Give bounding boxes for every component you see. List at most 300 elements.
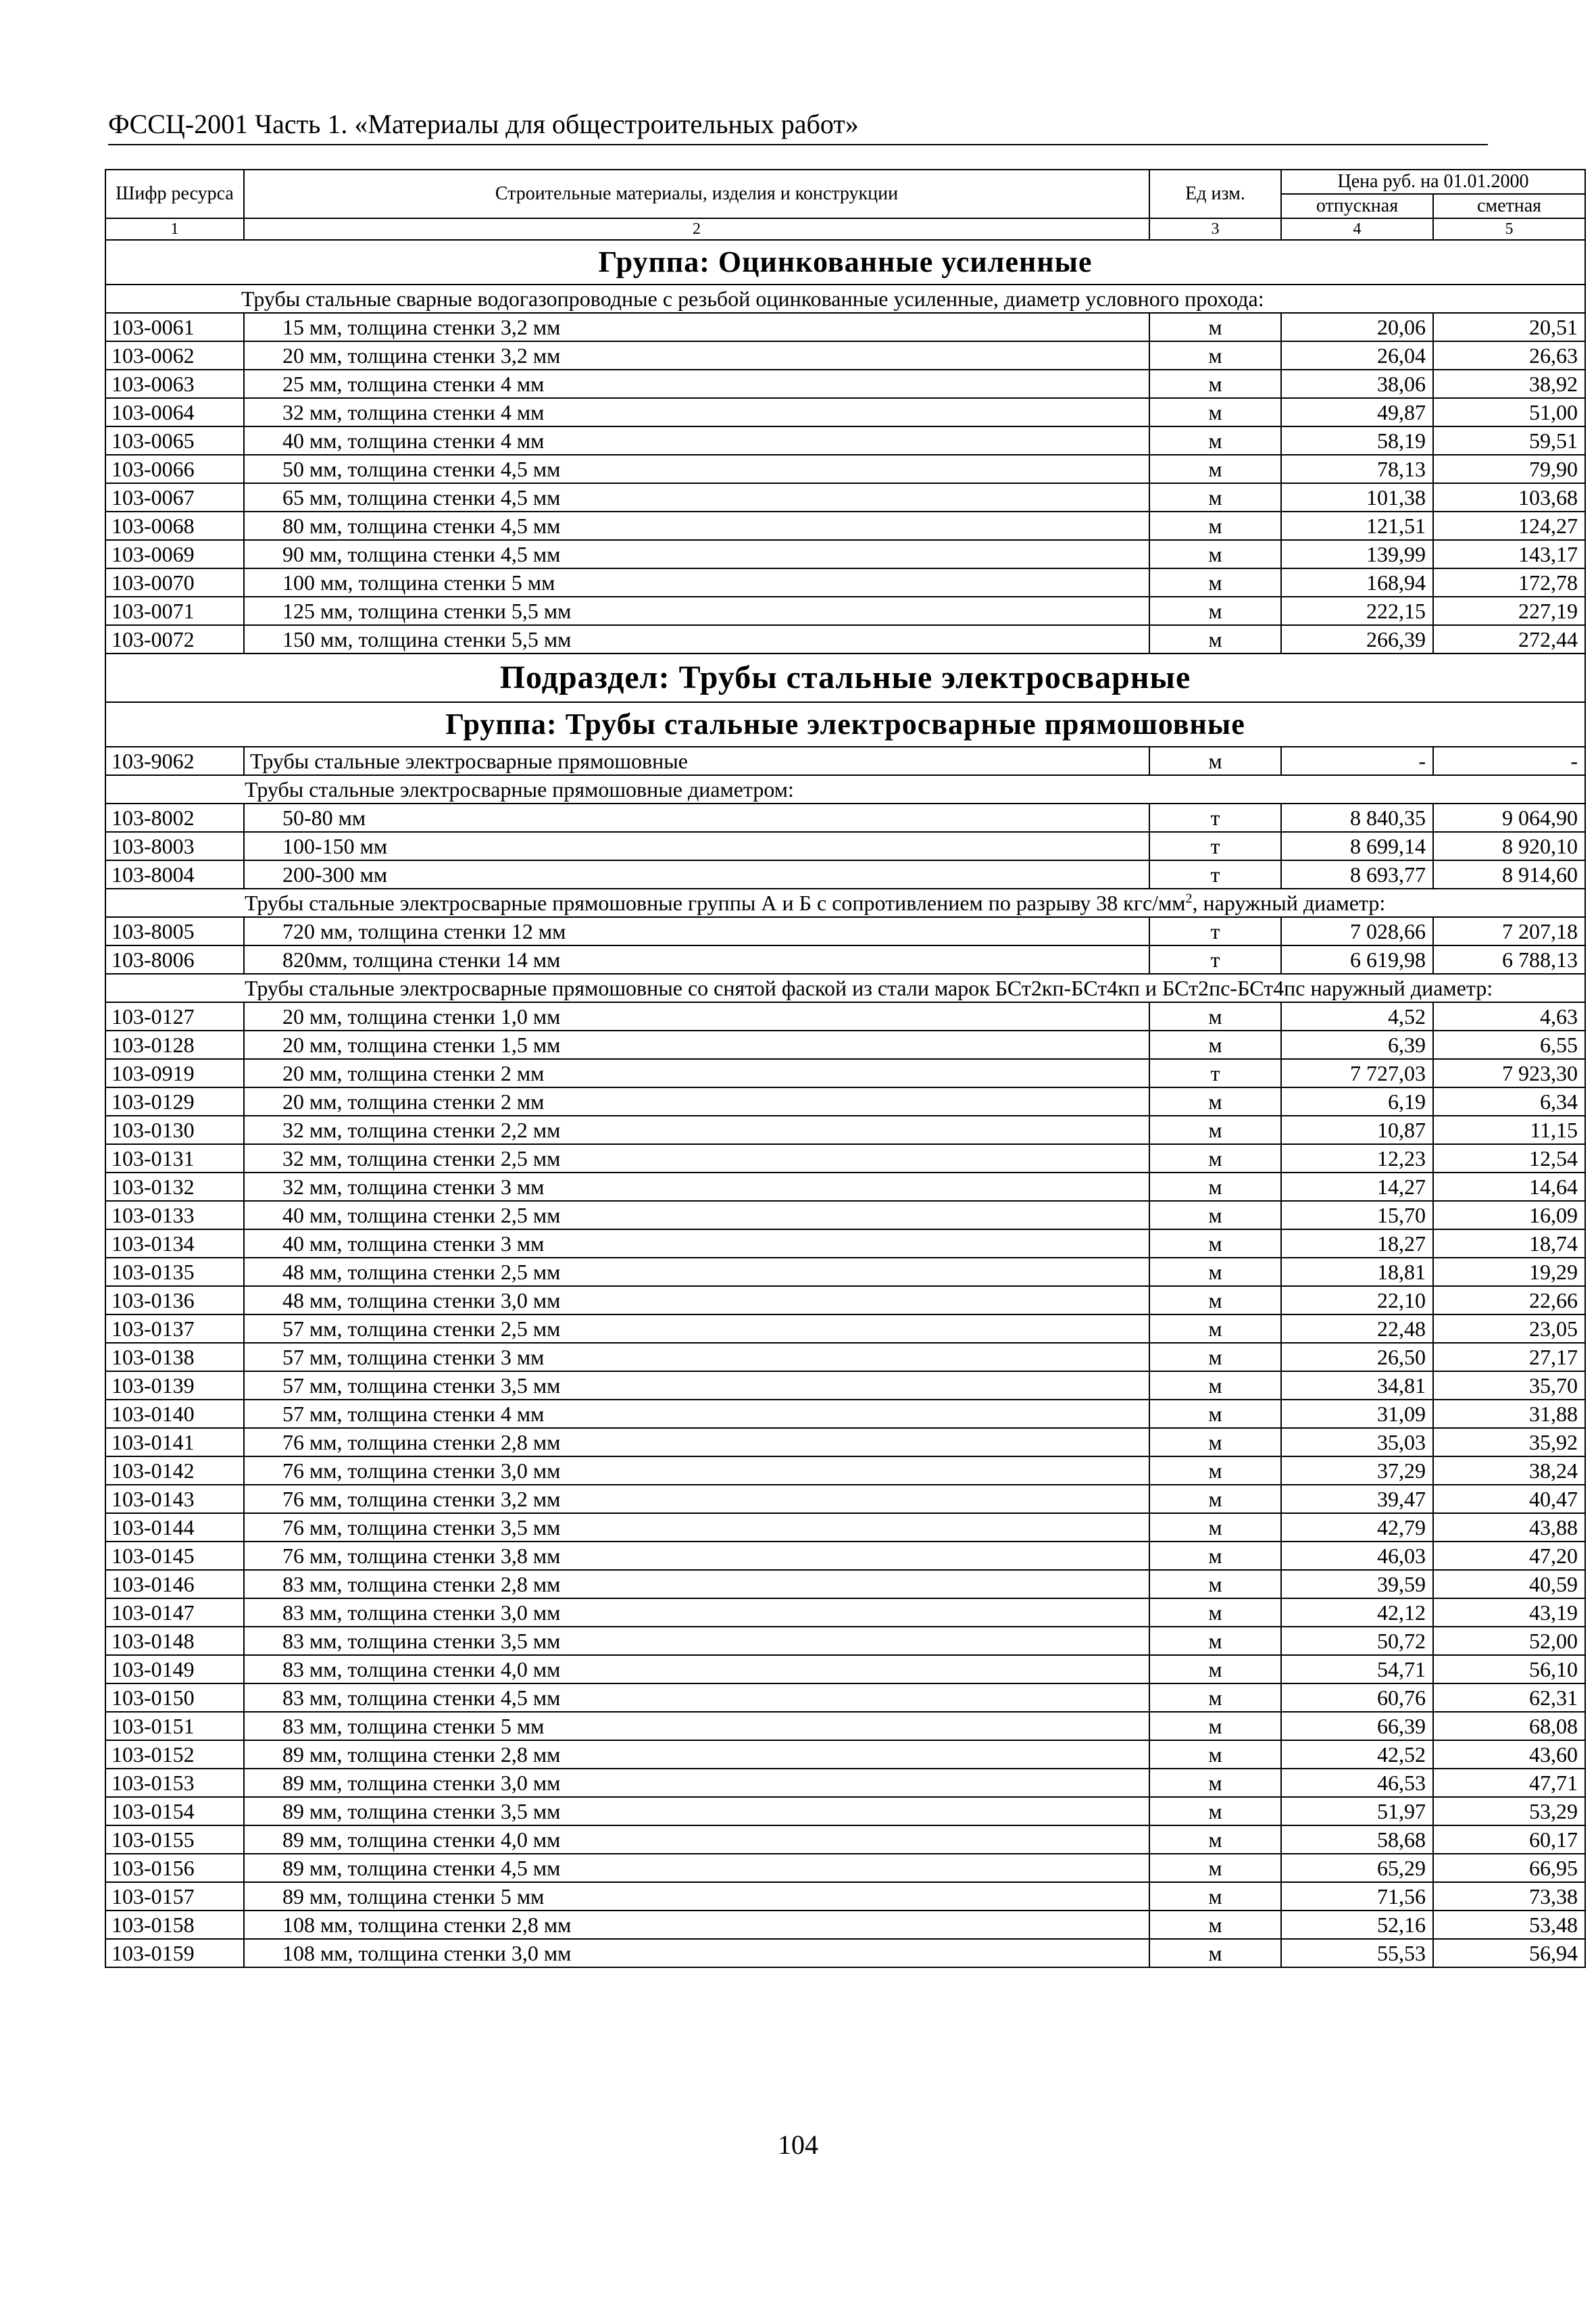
table-row [105,1258,1585,1286]
material-name: 40 мм, толщина стенки 3 мм [244,1229,1149,1258]
release-price: 35,03 [1281,1428,1433,1456]
resource-code: 103-0919 [105,1059,244,1087]
table-row [105,1371,1585,1400]
release-price: 8 840,35 [1281,804,1433,832]
estimate-price: 43,60 [1433,1740,1585,1769]
estimate-price: 56,94 [1433,1939,1585,1967]
release-price: 18,27 [1281,1229,1433,1258]
table-row [105,1087,1585,1116]
estimate-price: 6,55 [1433,1031,1585,1059]
release-price: 58,19 [1281,426,1433,455]
col-price-header: Цена руб. на 01.01.2000 [1281,170,1585,194]
material-name: 89 мм, толщина стенки 3,0 мм [244,1769,1149,1797]
resource-code: 103-0140 [105,1400,244,1428]
material-name: 32 мм, толщина стенки 4 мм [244,398,1149,426]
material-name: 57 мм, толщина стенки 4 мм [244,1400,1149,1428]
price-table-wrap [105,169,1578,1968]
resource-code: 103-8006 [105,945,244,974]
unit: м [1149,1627,1281,1655]
release-price: 52,16 [1281,1911,1433,1939]
material-name: 89 мм, толщина стенки 4,0 мм [244,1825,1149,1854]
section-title: Подраздел: Трубы стальные электросварные [105,654,1585,702]
unit: м [1149,370,1281,398]
estimate-price: 52,00 [1433,1627,1585,1655]
estimate-price: 6,34 [1433,1087,1585,1116]
unit: м [1149,625,1281,654]
estimate-price: 12,54 [1433,1144,1585,1173]
estimate-price: - [1433,747,1585,775]
unit: м [1149,1740,1281,1769]
unit: т [1149,832,1281,860]
material-name: 76 мм, толщина стенки 2,8 мм [244,1428,1149,1456]
estimate-price: 35,70 [1433,1371,1585,1400]
table-header-row [105,170,1585,194]
material-name: 89 мм, толщина стенки 4,5 мм [244,1854,1149,1882]
unit: м [1149,540,1281,568]
table-row [105,1286,1585,1314]
estimate-price: 4,63 [1433,1002,1585,1031]
estimate-price: 79,90 [1433,455,1585,483]
unit: м [1149,1485,1281,1513]
resource-code: 103-8002 [105,804,244,832]
unit: м [1149,341,1281,370]
resource-code: 103-0148 [105,1627,244,1655]
material-name: 89 мм, толщина стенки 5 мм [244,1882,1149,1911]
release-price: 22,10 [1281,1286,1433,1314]
release-price: 6,19 [1281,1087,1433,1116]
resource-code: 103-0061 [105,313,244,341]
page-number: 104 [778,2130,818,2160]
estimate-price: 14,64 [1433,1173,1585,1201]
col-number: 3 [1149,218,1281,240]
material-name: 15 мм, толщина стенки 3,2 мм [244,313,1149,341]
table-row [105,1485,1585,1513]
estimate-price: 62,31 [1433,1683,1585,1712]
resource-code: 103-0071 [105,597,244,625]
release-price: 46,03 [1281,1542,1433,1570]
release-price: 42,12 [1281,1598,1433,1627]
unit: м [1149,1087,1281,1116]
material-name: 83 мм, толщина стенки 5 мм [244,1712,1149,1740]
unit: м [1149,1173,1281,1201]
material-name: 20 мм, толщина стенки 2 мм [244,1087,1149,1116]
release-price: 7 727,03 [1281,1059,1433,1087]
release-price: 8 699,14 [1281,832,1433,860]
resource-code: 103-0066 [105,455,244,483]
table-row [105,1712,1585,1740]
resource-code: 103-0136 [105,1286,244,1314]
resource-code: 103-0130 [105,1116,244,1144]
estimate-price: 38,24 [1433,1456,1585,1485]
material-name: 100 мм, толщина стенки 5 мм [244,568,1149,597]
col-release-header: отпускная [1281,194,1433,218]
estimate-price: 40,59 [1433,1570,1585,1598]
material-name: 20 мм, толщина стенки 1,0 мм [244,1002,1149,1031]
table-row [105,1428,1585,1456]
resource-code: 103-8003 [105,832,244,860]
material-name: 57 мм, толщина стенки 2,5 мм [244,1314,1149,1343]
resource-code: 103-0156 [105,1854,244,1882]
material-name: 50 мм, толщина стенки 4,5 мм [244,455,1149,483]
release-price: 26,50 [1281,1343,1433,1371]
resource-code: 103-0067 [105,483,244,512]
estimate-price: 16,09 [1433,1201,1585,1229]
estimate-price: 6 788,13 [1433,945,1585,974]
estimate-price: 9 064,90 [1433,804,1585,832]
estimate-price: 8 914,60 [1433,860,1585,889]
table-row [105,1683,1585,1712]
table-row [105,1031,1585,1059]
unit: м [1149,1002,1281,1031]
material-name: 32 мм, толщина стенки 2,5 мм [244,1144,1149,1173]
resource-code: 103-0065 [105,426,244,455]
material-name: 125 мм, толщина стенки 5,5 мм [244,597,1149,625]
unit: м [1149,1712,1281,1740]
material-name: Трубы стальные электросварные прямошовные [244,747,1149,775]
resource-code: 103-0142 [105,1456,244,1485]
estimate-price: 31,88 [1433,1400,1585,1428]
unit: м [1149,1570,1281,1598]
material-name: 720 мм, толщина стенки 12 мм [244,917,1149,945]
estimate-price: 73,38 [1433,1882,1585,1911]
material-name: 50-80 мм [244,804,1149,832]
table-row [105,860,1585,889]
material-name: 80 мм, толщина стенки 4,5 мм [244,512,1149,540]
material-name: 20 мм, толщина стенки 3,2 мм [244,341,1149,370]
table-row [105,1229,1585,1258]
table-row [105,1116,1585,1144]
material-name: 89 мм, толщина стенки 2,8 мм [244,1740,1149,1769]
table-row [105,313,1585,341]
estimate-price: 53,29 [1433,1797,1585,1825]
material-name: 108 мм, толщина стенки 2,8 мм [244,1911,1149,1939]
estimate-price: 35,92 [1433,1428,1585,1456]
unit: м [1149,1513,1281,1542]
table-row [105,945,1585,974]
table-row [105,1854,1585,1882]
subheading-row [105,775,1585,804]
unit: м [1149,1911,1281,1939]
table-row [105,1598,1585,1627]
resource-code: 103-0137 [105,1314,244,1343]
subheading [105,889,1585,917]
release-price: 12,23 [1281,1144,1433,1173]
release-price: 42,52 [1281,1740,1433,1769]
material-name: 83 мм, толщина стенки 4,0 мм [244,1655,1149,1683]
table-row [105,1825,1585,1854]
col-number: 4 [1281,218,1433,240]
table-row [105,398,1585,426]
material-name: 76 мм, толщина стенки 3,2 мм [244,1485,1149,1513]
unit: м [1149,512,1281,540]
unit: м [1149,597,1281,625]
table-row [105,1002,1585,1031]
unit: т [1149,860,1281,889]
estimate-price: 40,47 [1433,1485,1585,1513]
material-name: 65 мм, толщина стенки 4,5 мм [244,483,1149,512]
unit: м [1149,1031,1281,1059]
table-row [105,804,1585,832]
estimate-price: 143,17 [1433,540,1585,568]
material-name: 57 мм, толщина стенки 3 мм [244,1343,1149,1371]
unit: м [1149,1598,1281,1627]
resource-code: 103-0143 [105,1485,244,1513]
resource-code: 103-0068 [105,512,244,540]
release-price: 139,99 [1281,540,1433,568]
resource-code: 103-0149 [105,1655,244,1683]
resource-code: 103-0145 [105,1542,244,1570]
release-price: - [1281,747,1433,775]
table-row [105,1343,1585,1371]
estimate-price: 172,78 [1433,568,1585,597]
release-price: 38,06 [1281,370,1433,398]
material-name: 40 мм, толщина стенки 2,5 мм [244,1201,1149,1229]
material-name: 83 мм, толщина стенки 3,0 мм [244,1598,1149,1627]
resource-code: 103-0069 [105,540,244,568]
estimate-price: 43,88 [1433,1513,1585,1542]
release-price: 46,53 [1281,1769,1433,1797]
estimate-price: 68,08 [1433,1712,1585,1740]
col-code-header: Шифр ресурса [105,170,244,218]
table-row [105,426,1585,455]
resource-code: 103-0063 [105,370,244,398]
table-row [105,1513,1585,1542]
table-row [105,1740,1585,1769]
estimate-price: 47,20 [1433,1542,1585,1570]
table-row [105,1769,1585,1797]
resource-code: 103-0158 [105,1911,244,1939]
table-row [105,1939,1585,1967]
unit: м [1149,1882,1281,1911]
estimate-price: 66,95 [1433,1854,1585,1882]
unit: м [1149,1683,1281,1712]
release-price: 22,48 [1281,1314,1433,1343]
price-table [105,169,1586,1968]
material-name: 32 мм, толщина стенки 3 мм [244,1173,1149,1201]
table-row [105,1570,1585,1598]
release-price: 266,39 [1281,625,1433,654]
material-name: 100-150 мм [244,832,1149,860]
unit: т [1149,804,1281,832]
release-price: 39,59 [1281,1570,1433,1598]
col-estimate-header: сметная [1433,194,1585,218]
unit: м [1149,483,1281,512]
material-name: 20 мм, толщина стенки 1,5 мм [244,1031,1149,1059]
resource-code: 103-0147 [105,1598,244,1627]
resource-code: 103-0154 [105,1797,244,1825]
material-name: 48 мм, толщина стенки 2,5 мм [244,1258,1149,1286]
resource-code: 103-0139 [105,1371,244,1400]
table-row [105,1173,1585,1201]
estimate-price: 7 207,18 [1433,917,1585,945]
material-name: 48 мм, толщина стенки 3,0 мм [244,1286,1149,1314]
estimate-price: 272,44 [1433,625,1585,654]
col-number: 5 [1433,218,1585,240]
resource-code: 103-0152 [105,1740,244,1769]
estimate-price: 53,48 [1433,1911,1585,1939]
estimate-price: 18,74 [1433,1229,1585,1258]
page-header: ФССЦ-2001 Часть 1. «Материалы для общестроительных работ» [108,109,859,139]
table-row [105,568,1585,597]
material-name: 83 мм, толщина стенки 3,5 мм [244,1627,1149,1655]
col-unit-header: Ед изм. [1149,170,1281,218]
material-name: 108 мм, толщина стенки 3,0 мм [244,1939,1149,1967]
resource-code: 103-9062 [105,747,244,775]
release-price: 50,72 [1281,1627,1433,1655]
subheading: Трубы стальные сварные водогазопроводные с резьбой оцинкованные усиленные, диаметр условного прохода: [105,285,1585,313]
unit: м [1149,1825,1281,1854]
table-row [105,1456,1585,1485]
material-name: 20 мм, толщина стенки 2 мм [244,1059,1149,1087]
unit: м [1149,568,1281,597]
estimate-price: 103,68 [1433,483,1585,512]
material-name: 83 мм, толщина стенки 4,5 мм [244,1683,1149,1712]
table-row [105,1627,1585,1655]
resource-code: 103-0062 [105,341,244,370]
resource-code: 103-0135 [105,1258,244,1286]
table-row [105,1201,1585,1229]
table-row [105,1655,1585,1683]
release-price: 10,87 [1281,1116,1433,1144]
unit: м [1149,1456,1281,1485]
release-price: 39,47 [1281,1485,1433,1513]
resource-code: 103-0153 [105,1769,244,1797]
unit: м [1149,747,1281,775]
release-price: 34,81 [1281,1371,1433,1400]
resource-code: 103-0132 [105,1173,244,1201]
release-price: 58,68 [1281,1825,1433,1854]
table-row [105,747,1585,775]
release-price: 78,13 [1281,455,1433,483]
material-name: 25 мм, толщина стенки 4 мм [244,370,1149,398]
resource-code: 103-0131 [105,1144,244,1173]
unit: м [1149,455,1281,483]
unit: м [1149,1343,1281,1371]
unit: м [1149,1400,1281,1428]
unit: м [1149,1258,1281,1286]
table-row [105,1797,1585,1825]
resource-code: 103-0064 [105,398,244,426]
estimate-price: 26,63 [1433,341,1585,370]
release-price: 65,29 [1281,1854,1433,1882]
release-price: 6,39 [1281,1031,1433,1059]
material-name: 40 мм, толщина стенки 4 мм [244,426,1149,455]
unit: м [1149,1854,1281,1882]
resource-code: 103-0134 [105,1229,244,1258]
unit: м [1149,426,1281,455]
group-title: Группа: Трубы стальные электросварные прямошовные [105,702,1585,747]
release-price: 55,53 [1281,1939,1433,1967]
table-row [105,832,1585,860]
estimate-price: 60,17 [1433,1825,1585,1854]
group-title: Группа: Оцинкованные усиленные [105,240,1585,285]
table-row [105,512,1585,540]
unit: м [1149,1116,1281,1144]
table-row [105,370,1585,398]
estimate-price: 8 920,10 [1433,832,1585,860]
material-name: 89 мм, толщина стенки 3,5 мм [244,1797,1149,1825]
resource-code: 103-8004 [105,860,244,889]
release-price: 31,09 [1281,1400,1433,1428]
release-price: 6 619,98 [1281,945,1433,974]
resource-code: 103-0157 [105,1882,244,1911]
estimate-price: 56,10 [1433,1655,1585,1683]
table-row [105,483,1585,512]
section-title-row [105,654,1585,702]
unit: м [1149,1201,1281,1229]
material-name: 200-300 мм [244,860,1149,889]
release-price: 20,06 [1281,313,1433,341]
resource-code: 103-0146 [105,1570,244,1598]
estimate-price: 27,17 [1433,1343,1585,1371]
col-number: 2 [244,218,1149,240]
unit: м [1149,1428,1281,1456]
resource-code: 103-0133 [105,1201,244,1229]
unit: т [1149,945,1281,974]
material-name: 150 мм, толщина стенки 5,5 мм [244,625,1149,654]
estimate-price: 227,19 [1433,597,1585,625]
release-price: 7 028,66 [1281,917,1433,945]
release-price: 51,97 [1281,1797,1433,1825]
table-row [105,540,1585,568]
subheading-row [105,889,1585,917]
release-price: 60,76 [1281,1683,1433,1712]
material-name: 76 мм, толщина стенки 3,0 мм [244,1456,1149,1485]
unit: м [1149,1797,1281,1825]
table-row [105,625,1585,654]
resource-code: 103-0155 [105,1825,244,1854]
subheading-text: , наружный диаметр: [1192,891,1386,915]
table-row [105,455,1585,483]
estimate-price: 43,19 [1433,1598,1585,1627]
material-name: 32 мм, толщина стенки 2,2 мм [244,1116,1149,1144]
resource-code: 103-0144 [105,1513,244,1542]
table-row [105,1911,1585,1939]
col-number: 1 [105,218,244,240]
group-title-row [105,702,1585,747]
table-row [105,597,1585,625]
release-price: 66,39 [1281,1712,1433,1740]
unit: м [1149,1314,1281,1343]
estimate-price: 23,05 [1433,1314,1585,1343]
table-row [105,1400,1585,1428]
release-price: 14,27 [1281,1173,1433,1201]
estimate-price: 11,15 [1433,1116,1585,1144]
unit: м [1149,1939,1281,1967]
table-row [105,917,1585,945]
release-price: 18,81 [1281,1258,1433,1286]
resource-code: 103-0150 [105,1683,244,1712]
resource-code: 103-0072 [105,625,244,654]
table-row [105,1144,1585,1173]
material-name: 76 мм, толщина стенки 3,8 мм [244,1542,1149,1570]
material-name: 57 мм, толщина стенки 3,5 мм [244,1371,1149,1400]
subheading-text: Трубы стальные электросварные прямошовные группы А и Б с сопротивлением по разрыву 38 кгс/мм [245,891,1186,915]
estimate-price: 59,51 [1433,426,1585,455]
estimate-price: 19,29 [1433,1258,1585,1286]
estimate-price: 7 923,30 [1433,1059,1585,1087]
unit: м [1149,1371,1281,1400]
release-price: 121,51 [1281,512,1433,540]
release-price: 222,15 [1281,597,1433,625]
resource-code: 103-8005 [105,917,244,945]
table-row [105,1059,1585,1087]
release-price: 37,29 [1281,1456,1433,1485]
subheading: Трубы стальные электросварные прямошовные диаметром: [105,775,1585,804]
resource-code: 103-0138 [105,1343,244,1371]
release-price: 8 693,77 [1281,860,1433,889]
superscript: 2 [1185,891,1193,906]
